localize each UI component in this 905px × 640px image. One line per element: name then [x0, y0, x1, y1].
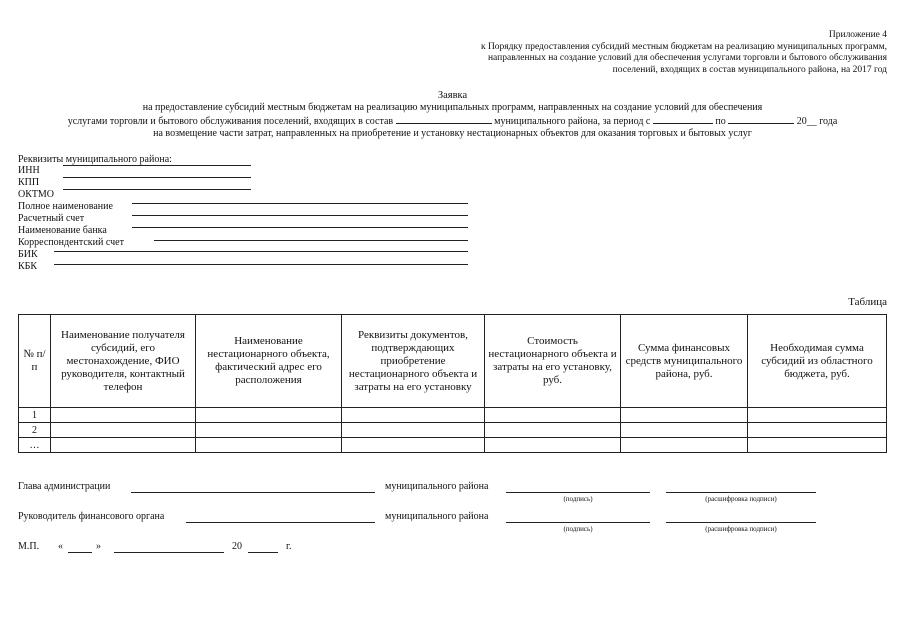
period-from-blank[interactable]	[653, 114, 713, 124]
decoding-line[interactable]	[666, 522, 816, 523]
appendix-line: к Порядку предоставления субсидий местным бюджетам на реализацию муниципальных программ,	[480, 41, 887, 52]
quote-open: «	[58, 541, 63, 552]
appendix-line: направленных на создание условий для обеспечения услугами торговли и бытового обслуживания	[487, 53, 887, 63]
table-cell[interactable]	[51, 438, 196, 453]
appendix-header	[427, 30, 887, 76]
title-line-3: на возмещение части затрат, направленных на приобретение и установку нестационарных объектов для оказания торговых и бытовых услуг	[153, 128, 752, 139]
table-cell[interactable]	[342, 423, 485, 438]
col-header-documents: Реквизиты документов, подтверждающих приобретение нестационарного объекта и затраты на его установку	[342, 315, 485, 408]
table-cell[interactable]	[51, 408, 196, 423]
field-label-bik: БИК	[18, 249, 38, 260]
field-label-account: Расчетный счет	[18, 213, 85, 224]
signature-line[interactable]	[506, 492, 650, 493]
signature-hint: (подпись)	[563, 525, 593, 533]
field-label-kbk: КБК	[18, 261, 38, 272]
table-row	[19, 408, 887, 423]
municipal-district-label: муниципального района	[385, 481, 489, 492]
row-number: 2	[19, 423, 51, 438]
table-cell[interactable]	[748, 423, 887, 438]
field-label-full-name: Полное наименование	[18, 201, 113, 212]
field-line-kpp[interactable]	[63, 177, 251, 178]
table-cell[interactable]	[621, 423, 748, 438]
field-label-bank: Наименование банка	[18, 225, 107, 236]
field-line-kbk[interactable]	[54, 264, 468, 265]
quote-close: »	[96, 541, 101, 552]
requisites-block	[18, 154, 478, 284]
table-cell[interactable]	[342, 408, 485, 423]
decoding-line[interactable]	[666, 492, 816, 493]
title-line-2: услугами торговли и бытового обслуживания поселений, входящих в состав муниципального района, за период с по 20__ года	[67, 116, 838, 127]
finance-head-line[interactable]	[186, 522, 375, 523]
field-line-corr-account[interactable]	[154, 240, 468, 241]
year-prefix: 20	[232, 541, 242, 552]
field-line-oktmo[interactable]	[63, 189, 251, 190]
period-to-blank[interactable]	[728, 114, 794, 124]
month-line[interactable]	[114, 552, 224, 553]
col-header-subsidy: Необходимая сумма субсидий из областного бюджета, руб.	[748, 315, 887, 408]
field-label-inn: ИНН	[18, 165, 40, 176]
document-title	[0, 90, 905, 140]
table-cell[interactable]	[342, 438, 485, 453]
row-number: 1	[19, 408, 51, 423]
title-line-1: на предоставление субсидий местным бюджетам на реализацию муниципальных программ, направленных на создание условий для обеспечения	[142, 102, 763, 113]
appendix-line: поселений, входящих в состав муниципального района, на 2017 год	[612, 64, 887, 75]
stamp-label: М.П.	[18, 541, 40, 552]
title-heading: Заявка	[437, 90, 468, 101]
field-label-corr-account: Корреспондентский счет	[18, 237, 124, 248]
table-caption: Таблица	[848, 296, 887, 308]
table-cell[interactable]	[485, 423, 621, 438]
day-line[interactable]	[68, 552, 92, 553]
field-line-bank[interactable]	[132, 227, 468, 228]
table-header-row	[19, 315, 887, 408]
field-label-oktmo: ОКТМО	[18, 189, 54, 200]
year-suffix: г.	[286, 541, 292, 552]
table-cell[interactable]	[621, 408, 748, 423]
field-label-kpp: КПП	[18, 177, 40, 188]
col-header-object: Наименование нестационарного объекта, фактический адрес его расположения	[196, 315, 342, 408]
field-line-inn[interactable]	[63, 165, 251, 166]
table-cell[interactable]	[51, 423, 196, 438]
municipal-district-label: муниципального района	[385, 511, 489, 522]
field-line-full-name[interactable]	[132, 203, 468, 204]
appendix-line: Приложение 4	[828, 30, 887, 40]
signature-hint: (подпись)	[563, 495, 593, 503]
field-line-account[interactable]	[132, 215, 468, 216]
finance-head-label: Руководитель финансового органа	[18, 511, 165, 522]
table-cell[interactable]	[196, 423, 342, 438]
table-cell[interactable]	[196, 438, 342, 453]
col-header-number: № п/п	[19, 315, 51, 408]
signature-line[interactable]	[506, 522, 650, 523]
col-header-recipient: Наименование получателя субсидий, его местонахождение, ФИО руководителя, контактный телефон	[51, 315, 196, 408]
table-cell[interactable]	[621, 438, 748, 453]
decoding-hint: (расшифровка подписи)	[705, 525, 777, 533]
table-cell[interactable]	[748, 408, 887, 423]
row-number: …	[19, 438, 51, 453]
head-admin-line[interactable]	[131, 492, 375, 493]
decoding-hint: (расшифровка подписи)	[705, 495, 777, 503]
table-cell[interactable]	[485, 438, 621, 453]
table-row	[19, 423, 887, 438]
application-table	[18, 314, 887, 453]
table-row	[19, 438, 887, 453]
year-line[interactable]	[248, 552, 278, 553]
head-admin-label: Глава администрации	[18, 481, 111, 492]
col-header-cost: Стоимость нестационарного объекта и затраты на его установку, руб.	[485, 315, 621, 408]
table-cell[interactable]	[485, 408, 621, 423]
requisites-heading: Реквизиты муниципального района:	[18, 154, 172, 165]
field-line-bik[interactable]	[54, 251, 468, 252]
table-cell[interactable]	[196, 408, 342, 423]
table-cell[interactable]	[748, 438, 887, 453]
district-blank[interactable]	[396, 114, 492, 124]
col-header-district-funds: Сумма финансовых средств муниципального района, руб.	[621, 315, 748, 408]
